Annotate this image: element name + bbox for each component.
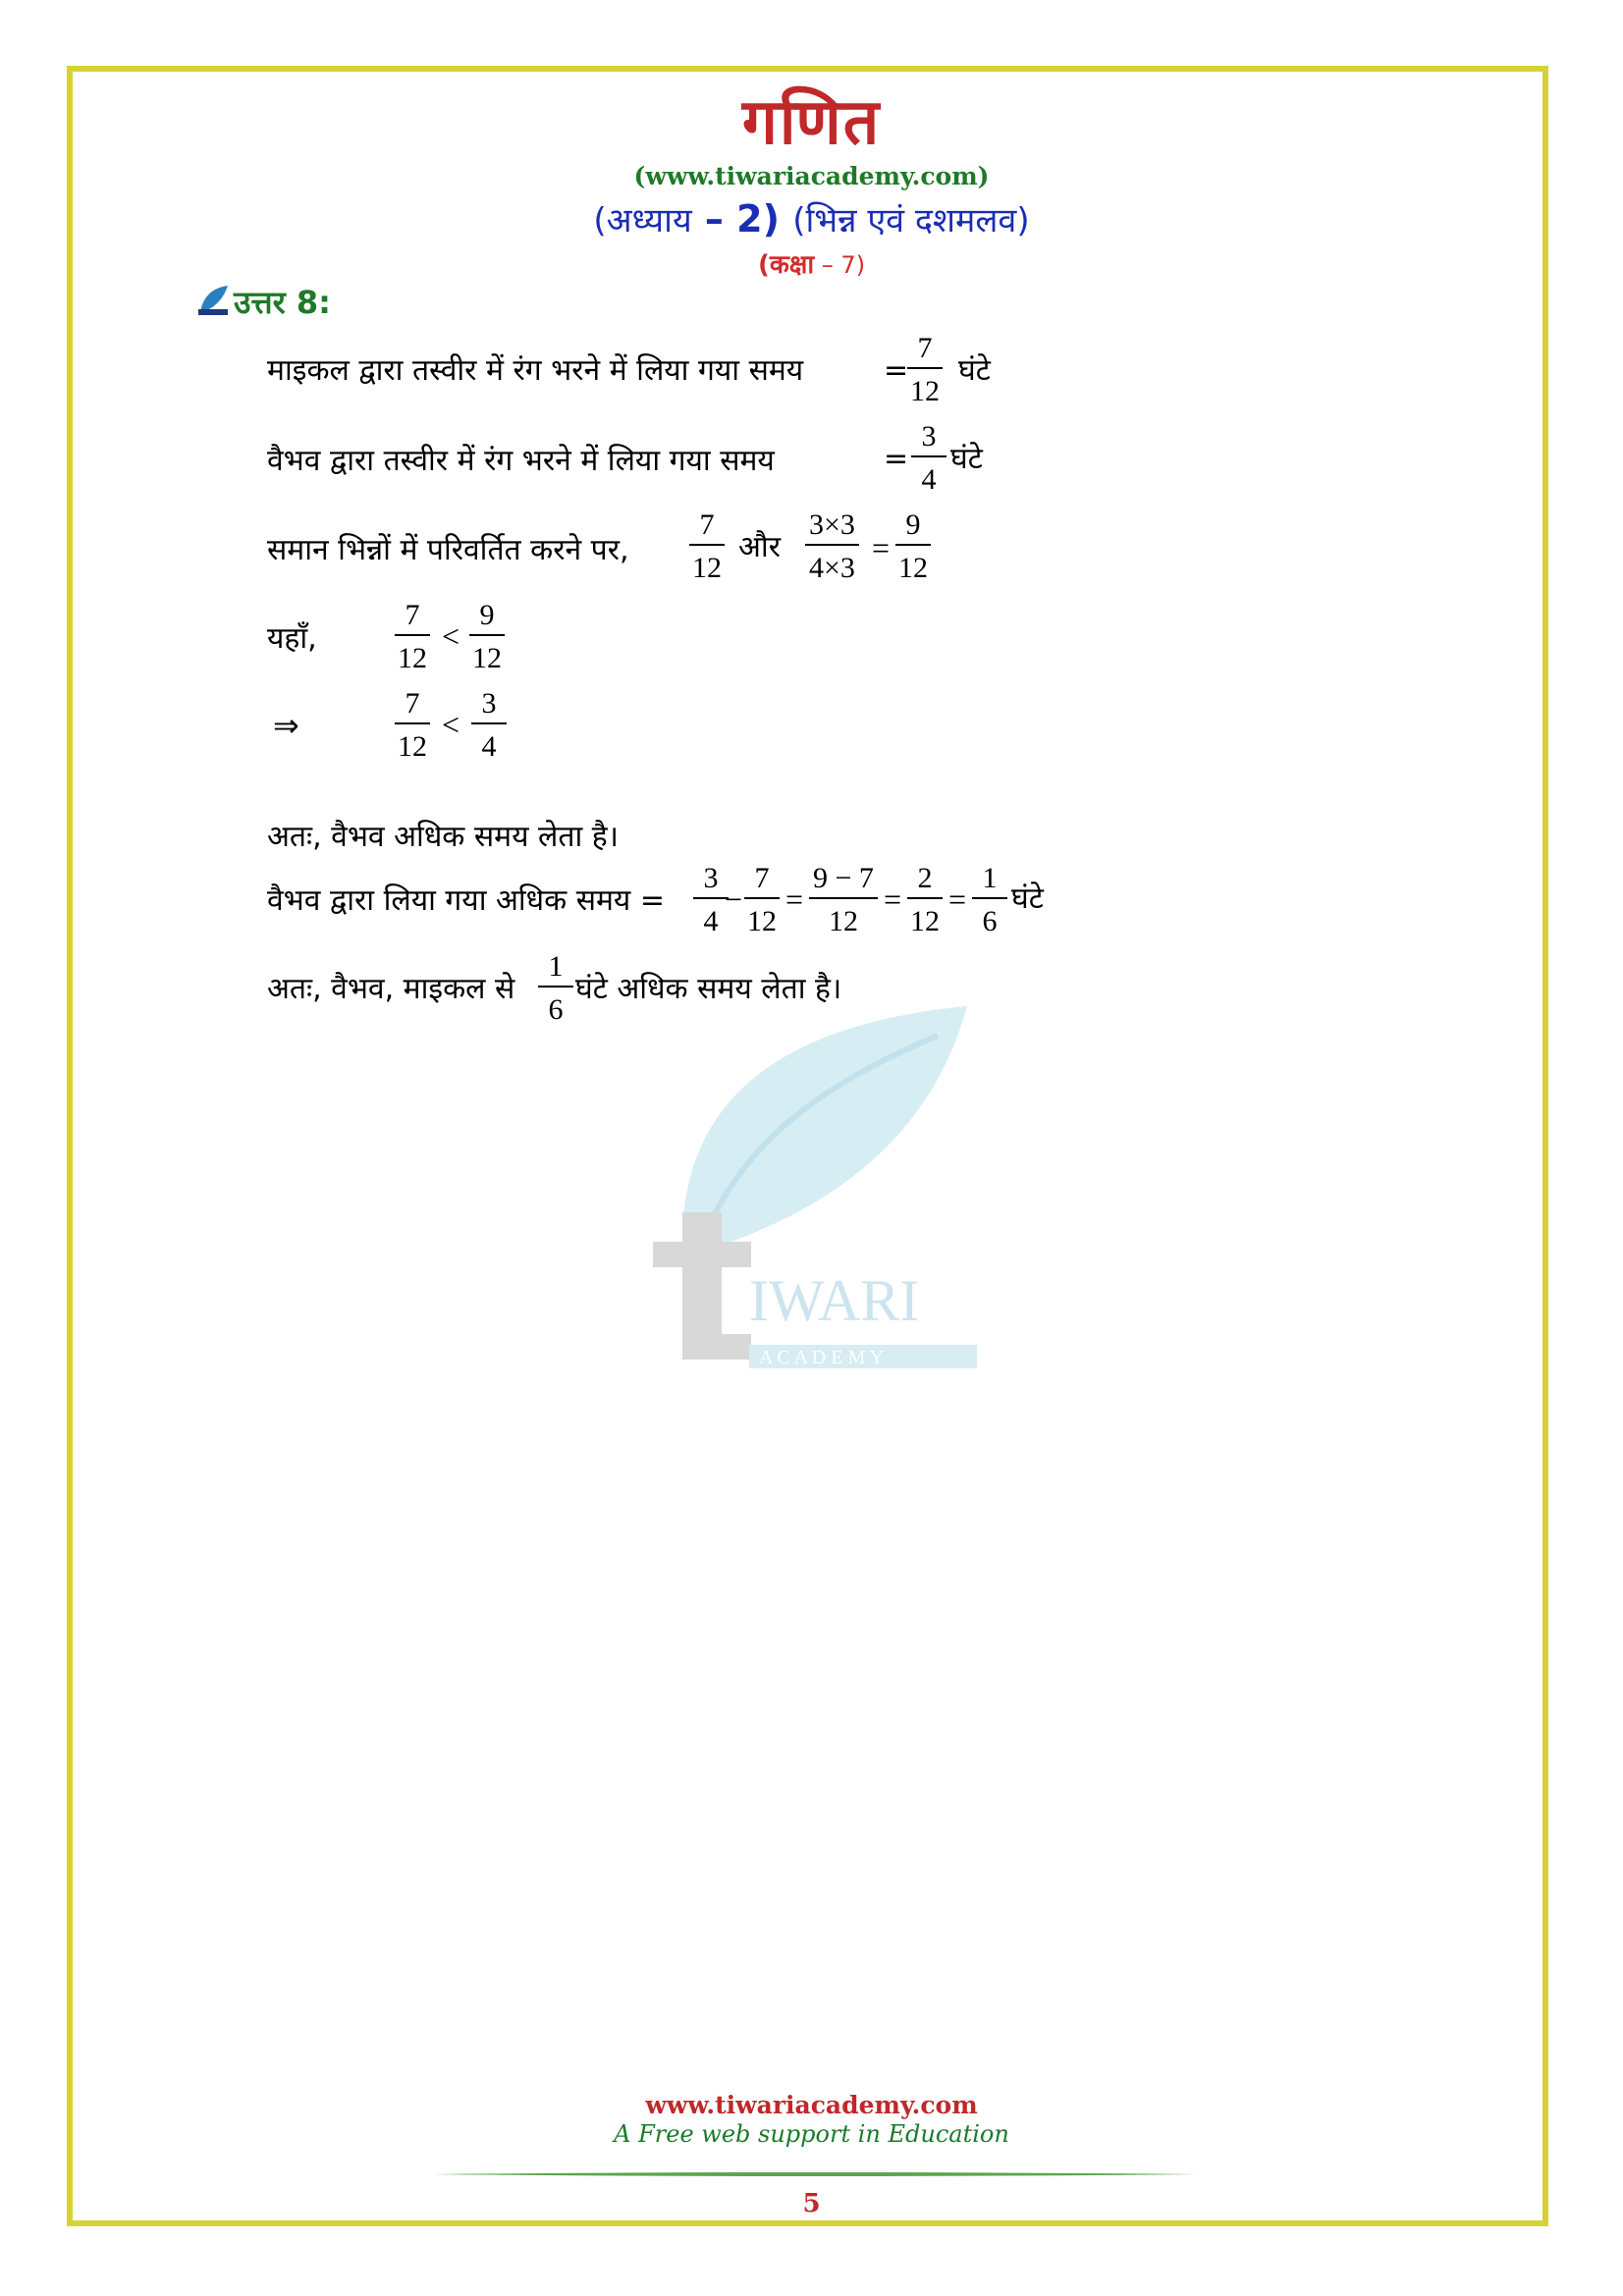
here-f2-numerator: 9 — [469, 601, 505, 636]
implies-f2-numerator: 3 — [471, 689, 507, 724]
line3-f2-numerator: 3×3 — [805, 510, 859, 546]
here-less-than: < — [442, 618, 460, 654]
footer-website: www.tiwariacademy.com — [645, 2091, 978, 2119]
extra-fraction-3 — [809, 864, 878, 936]
chapter-name: (भिन्न एवं दशमलव) — [792, 201, 1030, 240]
line3-f3-numerator: 9 — [895, 510, 931, 546]
extra-minus: − — [725, 881, 743, 917]
line2-fraction — [911, 422, 947, 495]
extra-fraction-2 — [744, 864, 780, 936]
watermark-letters: IWARI — [749, 1268, 920, 1333]
line2-text: वैभव द्वारा तस्वीर में रंग भरने में लिया गया समय — [267, 444, 775, 478]
chapter-label: (अध्याय — [593, 201, 692, 240]
watermark-subtitle: A C A D E M Y — [759, 1347, 885, 1368]
answer-label: उत्तर 8: — [234, 284, 331, 321]
line3-equals: = — [872, 530, 891, 565]
implies-f2-denominator: 4 — [481, 730, 497, 763]
class-label: (कक्षा — [757, 250, 815, 280]
line3-fraction-3 — [895, 510, 931, 583]
line3-f1-denominator: 12 — [692, 552, 722, 584]
line3-text: समान भिन्नों में परिवर्तित करने पर, — [267, 533, 629, 567]
extra-unit: घंटे — [1011, 881, 1044, 916]
extra-f4-denominator: 12 — [910, 905, 940, 937]
final-text-pre: अतः, वैभव, माइकल से — [267, 972, 515, 1006]
here-label: यहाँ, — [267, 621, 317, 656]
conclusion-line: अतः, वैभव अधिक समय लेता है। — [267, 820, 620, 854]
line2-equals: = — [884, 442, 909, 476]
line2-unit: घंटे — [950, 442, 983, 476]
here-f2-denominator: 12 — [472, 642, 502, 674]
final-text-post: घंटे अधिक समय लेता है। — [575, 972, 842, 1006]
here-f1-denominator: 12 — [398, 642, 427, 674]
extra-f3-numerator: 9 − 7 — [809, 864, 878, 899]
extra-time-text: वैभव द्वारा लिया गया अधिक समय = — [267, 883, 666, 918]
extra-f5-denominator: 6 — [982, 905, 998, 937]
extra-f2-denominator: 12 — [747, 905, 777, 937]
chapter-number: – 2) — [691, 197, 793, 240]
final-fraction — [538, 952, 573, 1025]
class-heading — [0, 245, 1623, 281]
line3-and: और — [738, 530, 781, 564]
page-title: गणित — [741, 86, 882, 159]
line2-numerator: 3 — [911, 422, 947, 457]
extra-f5-numerator: 1 — [972, 864, 1007, 899]
line3-f2-denominator: 4×3 — [809, 552, 855, 584]
extra-equals-1: = — [785, 881, 804, 917]
extra-f1-numerator: 3 — [693, 864, 729, 899]
footer-divider — [432, 2171, 1198, 2177]
chapter-heading — [0, 196, 1623, 241]
extra-equals-2: = — [884, 881, 902, 917]
extra-equals-3: = — [948, 881, 967, 917]
extra-fraction-4 — [907, 864, 943, 936]
class-number: – 7) — [814, 251, 866, 279]
line3-fraction-2 — [805, 510, 859, 583]
implies-fraction-2 — [471, 689, 507, 762]
header-website: (www.tiwariacademy.com) — [633, 162, 990, 190]
extra-f4-numerator: 2 — [907, 864, 943, 899]
here-fraction-1 — [395, 601, 430, 673]
line1-denominator: 12 — [910, 375, 940, 407]
implies-f1-denominator: 12 — [398, 730, 427, 763]
implies-fraction-1 — [395, 689, 430, 762]
here-f1-numerator: 7 — [395, 601, 430, 636]
page-number: 5 — [802, 2189, 821, 2218]
line1-fraction — [907, 334, 943, 406]
extra-fraction-1 — [693, 864, 729, 936]
extra-f2-numerator: 7 — [744, 864, 780, 899]
extra-fraction-5 — [972, 864, 1007, 936]
line1-numerator: 7 — [907, 334, 943, 369]
implies-f1-numerator: 7 — [395, 689, 430, 724]
final-numerator: 1 — [538, 952, 573, 988]
here-fraction-2 — [469, 601, 505, 673]
implies-less-than: < — [442, 707, 460, 742]
tiwari-watermark-logo — [643, 996, 977, 1379]
extra-f1-denominator: 4 — [703, 905, 719, 937]
line3-f3-denominator: 12 — [898, 552, 928, 584]
implies-arrow-icon: ⇒ — [273, 708, 299, 743]
footer-tagline: A Free web support in Education — [614, 2120, 1009, 2148]
line3-f1-numerator: 7 — [689, 510, 725, 546]
line1-unit: घंटे — [958, 353, 991, 388]
final-denominator: 6 — [548, 993, 564, 1026]
line1-text: माइकल द्वारा तस्वीर में रंग भरने में लिया गया समय — [267, 353, 804, 388]
line1-equals: = — [884, 353, 909, 388]
line3-fraction-1 — [689, 510, 725, 583]
extra-f3-denominator: 12 — [828, 905, 858, 937]
leaf-logo-icon — [196, 284, 230, 317]
line2-denominator: 4 — [921, 463, 937, 496]
